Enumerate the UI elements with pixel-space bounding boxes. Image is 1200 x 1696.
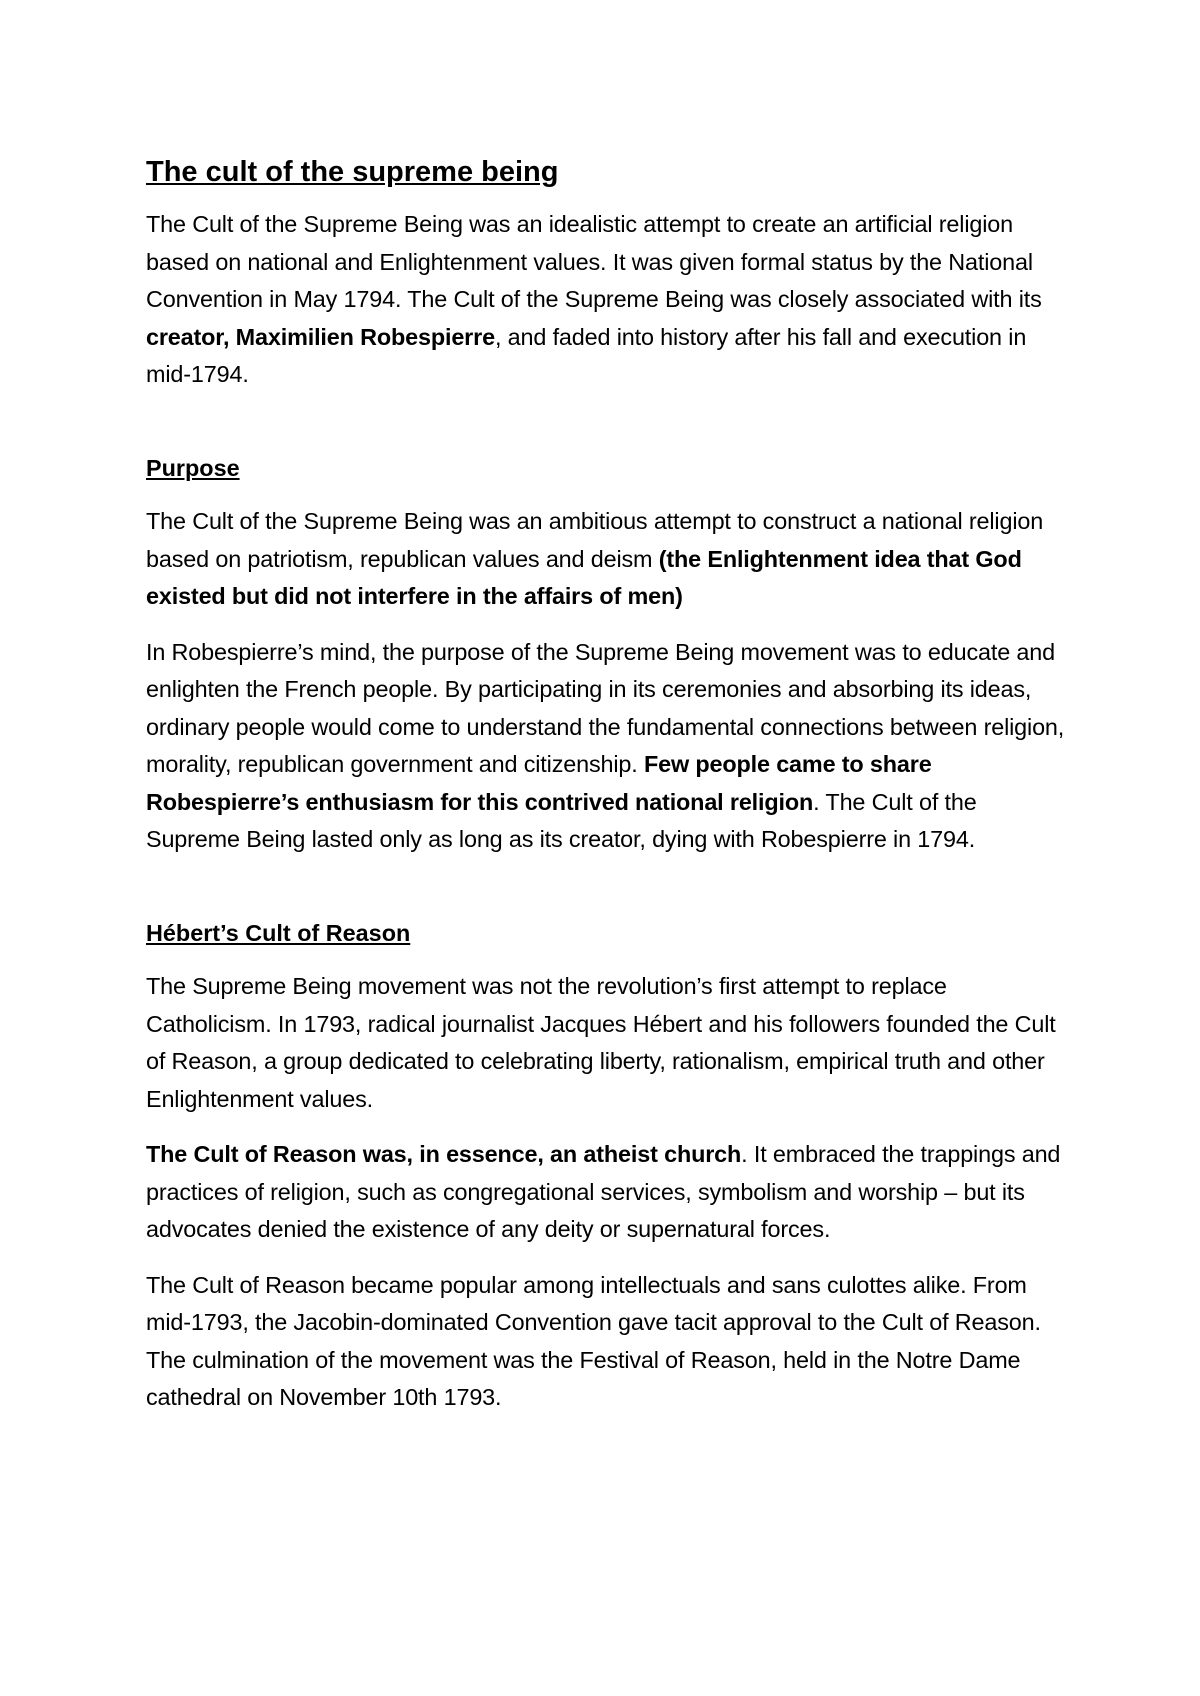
hebert-paragraph-2 <box>146 1136 1066 1249</box>
purpose-p1-bold: (the Enlightenment idea that God existed but did not interfere in the affairs of men) <box>146 545 1022 609</box>
spacer <box>146 412 1066 450</box>
document-title: The cult of the supreme being <box>146 156 559 188</box>
spacer <box>146 877 1066 915</box>
hebert-heading: Hébert’s Cult of Reason <box>146 919 411 946</box>
purpose-paragraph-1 <box>146 503 1066 616</box>
purpose-paragraph-2 <box>146 634 1066 859</box>
purpose-p1-text: The Cult of the Supreme Being was an ambitious attempt to construct a national religion based on patriotism, republican values and deism <box>146 508 1044 572</box>
intro-text-a: The Cult of the Supreme Being was an idealistic attempt to create an artificial religion based on national and Enlightenment values. It was given formal status by the National Convention in May 1794. The Cult of the Supreme Being was closely associated with its <box>146 211 1042 312</box>
hebert-paragraph-1: The Supreme Being movement was not the revolution’s first attempt to replace Catholicism. In 1793, radical journalist Jacques Hébert and his followers founded the Cult of Reason, a group dedicated to celebrating liberty, rationalism, empirical truth and other Enlightenment values. <box>146 973 1056 1112</box>
intro-paragraph <box>146 206 1066 394</box>
intro-bold-creator: creator, Maximilien Robespierre <box>146 323 495 350</box>
purpose-heading: Purpose <box>146 454 240 481</box>
hebert-p2-bold: The Cult of Reason was, in essence, an atheist church <box>146 1141 742 1167</box>
intro-text-b: , and faded into history after his fall and execution in mid-1794. <box>146 323 1027 387</box>
purpose-p2-text-a: In Robespierre’s mind, the purpose of the Supreme Being movement was to educate and enlighten the French people. By participating in its ceremonies and absorbing its ideas, ordinary people would come to understand the fundamental connections between religion, morality, republican government and citizenship. <box>146 638 1065 777</box>
hebert-paragraph-3: The Cult of Reason became popular among intellectuals and sans culottes alike. From mid-1793, the Jacobin-dominated Convention gave tacit approval to the Cult of Reason. The culmination of the movement was the Festival of Reason, held in the Notre Dame cathedral on November 10th 1793. <box>146 1271 1041 1410</box>
document-page <box>146 152 1066 1435</box>
hebert-p2-text: . It embraced the trappings and practices of religion, such as congregational services, symbolism and worship – but its advocates denied the existence of any deity or supernatural forces. <box>146 1141 1061 1242</box>
purpose-p2-text-b: . The Cult of the Supreme Being lasted only as long as its creator, dying with Robespierre in 1794. <box>146 788 977 852</box>
purpose-p2-bold: Few people came to share Robespierre’s enthusiasm for this contrived national religion <box>146 751 932 815</box>
